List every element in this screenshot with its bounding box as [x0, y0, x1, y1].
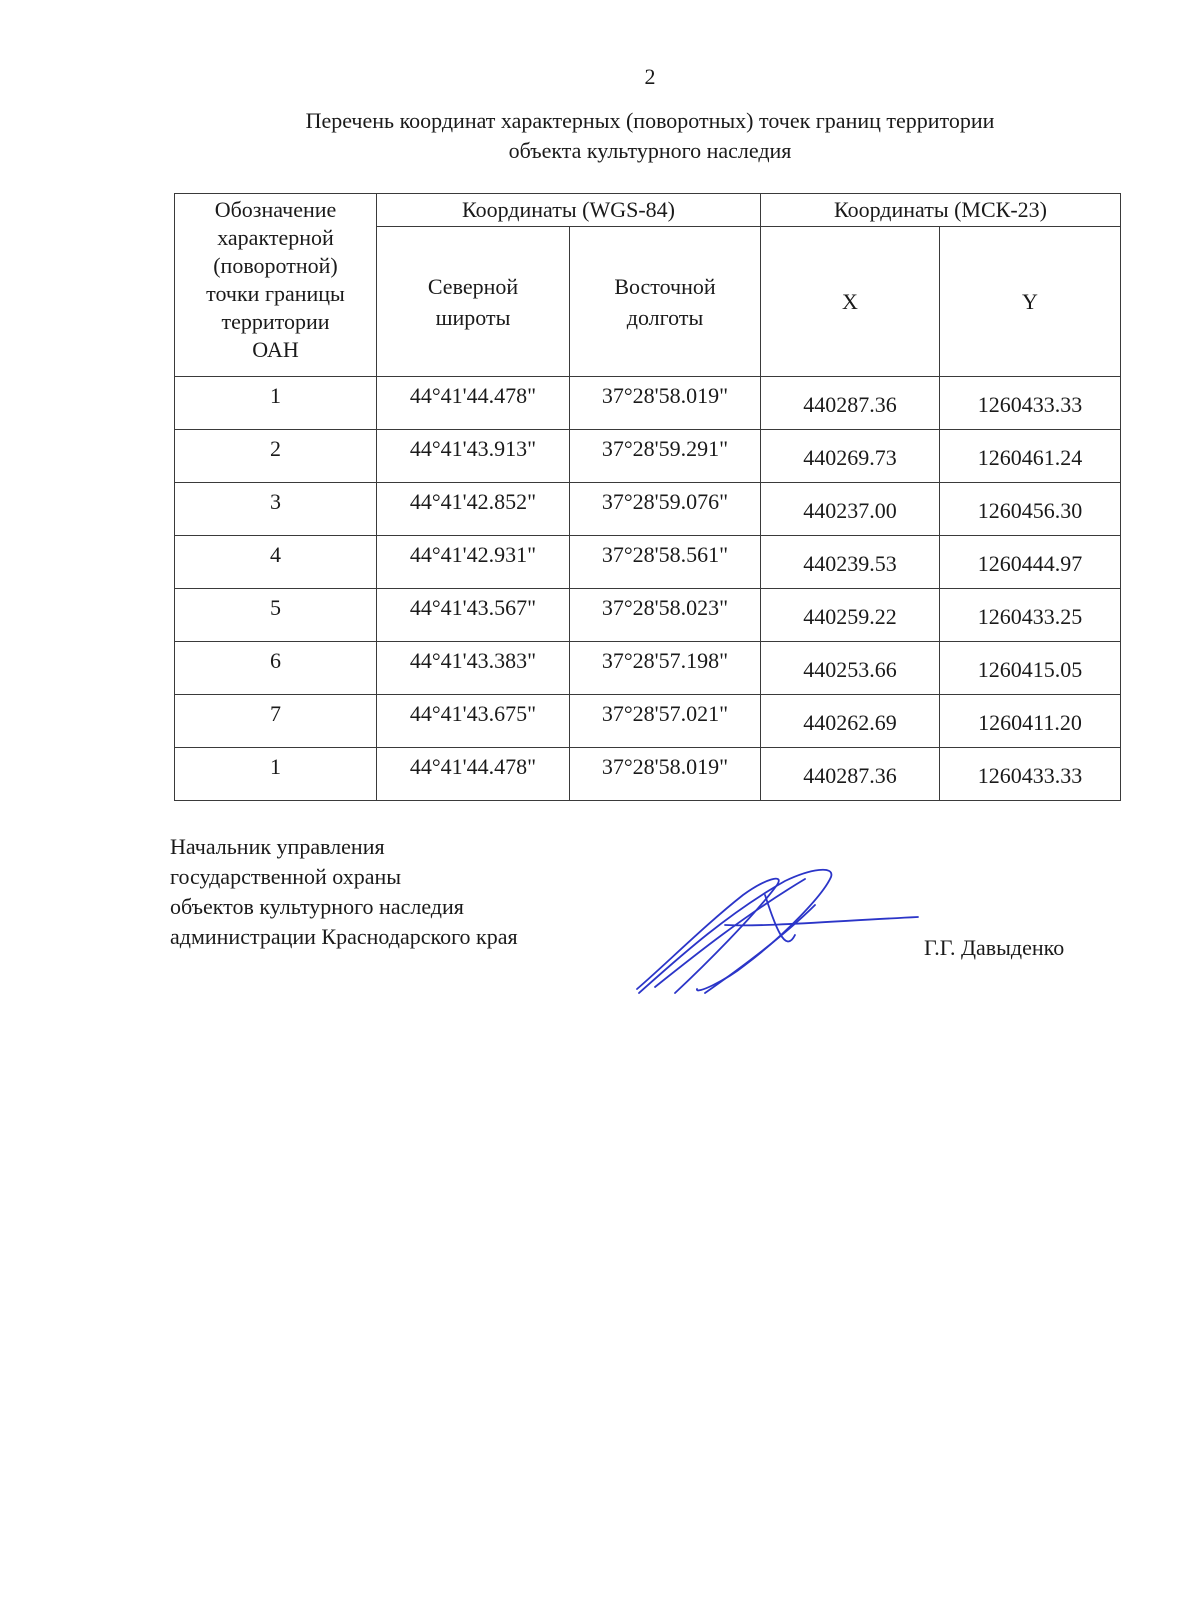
x-cell: 440259.22 — [761, 589, 940, 642]
point-number: 7 — [175, 695, 377, 748]
point-number: 5 — [175, 589, 377, 642]
point-number: 6 — [175, 642, 377, 695]
longitude-cell: 37°28'58.019" — [570, 377, 761, 430]
table-row — [175, 695, 1121, 748]
table-row — [175, 377, 1121, 430]
header-east-longitude: Восточной долготы — [570, 227, 761, 377]
table-row — [175, 748, 1121, 801]
x-cell: 440287.36 — [761, 377, 940, 430]
y-cell: 1260444.97 — [940, 536, 1121, 589]
latitude-cell: 44°41'43.675" — [377, 695, 570, 748]
table-row — [175, 430, 1121, 483]
title-line-1: Перечень координат характерных (поворотных) точек границ территории — [305, 108, 995, 133]
x-cell: 440287.36 — [761, 748, 940, 801]
y-cell: 1260415.05 — [940, 642, 1121, 695]
handwritten-signature — [635, 865, 920, 1005]
header-north-latitude: Северной широты — [377, 227, 570, 377]
signatory-position — [170, 832, 518, 952]
y-cell: 1260433.25 — [940, 589, 1121, 642]
latitude-cell: 44°41'43.383" — [377, 642, 570, 695]
y-cell: 1260433.33 — [940, 748, 1121, 801]
table-row — [175, 483, 1121, 536]
x-cell: 440237.00 — [761, 483, 940, 536]
header-x: X — [761, 227, 940, 377]
latitude-cell: 44°41'44.478" — [377, 377, 570, 430]
y-cell: 1260411.20 — [940, 695, 1121, 748]
longitude-cell: 37°28'57.198" — [570, 642, 761, 695]
position-line: Начальник управления — [170, 834, 385, 859]
y-cell: 1260456.30 — [940, 483, 1121, 536]
position-line: государственной охраны — [170, 864, 402, 889]
longitude-cell: 37°28'59.076" — [570, 483, 761, 536]
title-line-2: объекта культурного наследия — [508, 138, 792, 163]
position-line: объектов культурного наследия — [170, 894, 464, 919]
latitude-cell: 44°41'42.931" — [377, 536, 570, 589]
latitude-cell: 44°41'44.478" — [377, 748, 570, 801]
x-cell: 440239.53 — [761, 536, 940, 589]
longitude-cell: 37°28'57.021" — [570, 695, 761, 748]
point-number: 2 — [175, 430, 377, 483]
y-cell: 1260461.24 — [940, 430, 1121, 483]
point-number: 3 — [175, 483, 377, 536]
x-cell: 440253.66 — [761, 642, 940, 695]
coordinates-table — [174, 193, 1121, 801]
table-row — [175, 589, 1121, 642]
signer-name: Г.Г. Давыденко — [924, 935, 1065, 960]
document-title — [140, 106, 1160, 166]
table-row — [175, 642, 1121, 695]
latitude-cell: 44°41'43.913" — [377, 430, 570, 483]
page-number: 2 — [644, 64, 656, 89]
header-group-wgs84: Координаты (WGS-84) — [377, 194, 761, 227]
longitude-cell: 37°28'59.291" — [570, 430, 761, 483]
latitude-cell: 44°41'43.567" — [377, 589, 570, 642]
point-number: 1 — [175, 377, 377, 430]
header-group-msk23: Координаты (МСК-23) — [761, 194, 1121, 227]
header-point-designation: Обозначение характерной (поворотной) точки границы территории ОАН — [175, 194, 377, 377]
longitude-cell: 37°28'58.019" — [570, 748, 761, 801]
position-line: администрации Краснодарского края — [170, 924, 518, 949]
x-cell: 440269.73 — [761, 430, 940, 483]
y-cell: 1260433.33 — [940, 377, 1121, 430]
x-cell: 440262.69 — [761, 695, 940, 748]
point-number: 1 — [175, 748, 377, 801]
latitude-cell: 44°41'42.852" — [377, 483, 570, 536]
table-row — [175, 536, 1121, 589]
point-number: 4 — [175, 536, 377, 589]
header-y: Y — [940, 227, 1121, 377]
longitude-cell: 37°28'58.023" — [570, 589, 761, 642]
longitude-cell: 37°28'58.561" — [570, 536, 761, 589]
